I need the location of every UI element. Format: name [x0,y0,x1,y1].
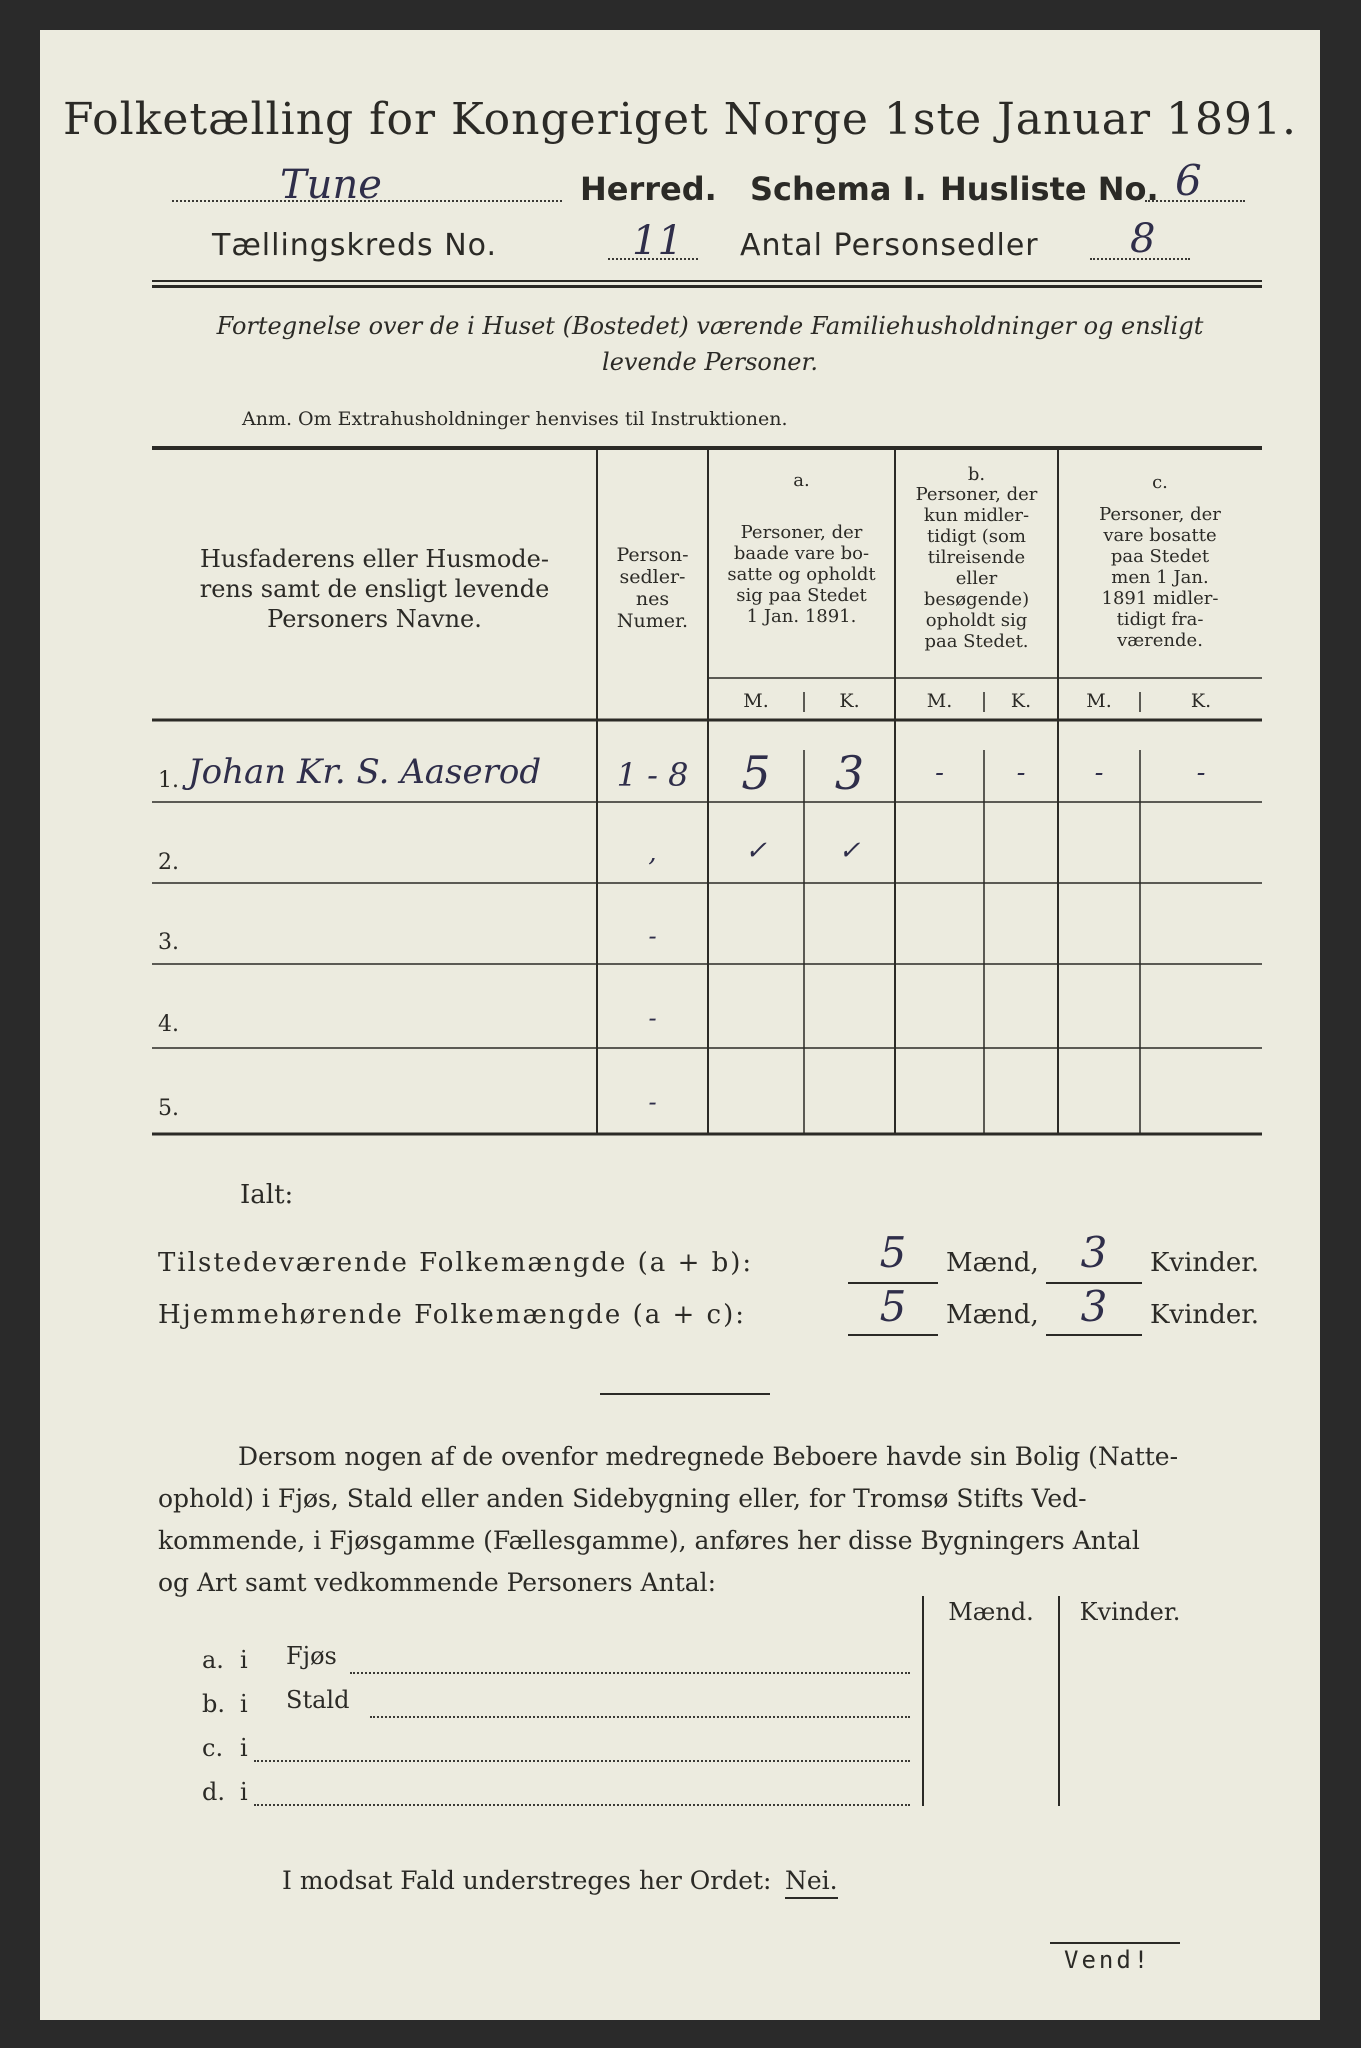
buildings-kvinder-header: Kvinder. [1079,1598,1181,1626]
row-5-person-numbers: - [648,1088,657,1116]
kreds-value: 11 [632,218,683,264]
vend-text: Vend! [1064,1946,1152,1974]
header-b-letter: b. [967,464,986,485]
header-person-number: Person- sedler- nes Numer. [616,544,689,632]
building-b-label: Stald [286,1686,350,1714]
form-title: Folketælling for Kongeriget Norge 1ste Januar 1891. [63,94,1297,145]
row-1-b-k: - [1016,758,1026,788]
building-c-prep: i [240,1734,248,1762]
building-a-prep: i [240,1646,248,1674]
hjemme-maend-label: Mænd, [946,1300,1039,1330]
buildings-paragraph: Dersom nogen af de ovenfor medregnede Beboere havde sin Bolig (Natte- ophold) i Fjøs, Stald eller anden Sidebygning eller, for Tromsø Stifts Ved- kommende, i Fjøsgamme (Fællesgamme), anføres her disse Bygningers Antal og Art samt vedkommende Personers Antal: [158,1442,1179,1597]
schema-label: Schema I. [750,170,927,208]
ialt-label: Ialt: [240,1180,294,1210]
row-3-number: 3. [158,930,179,955]
building-d-prep: i [240,1778,248,1806]
buildings-maend-header: Mænd. [948,1598,1034,1626]
building-a-letter: a. [202,1646,224,1674]
label-b-m: M. [926,690,953,712]
row-1-name: Johan Kr. S. Aaserod [188,752,542,792]
intro-line-2: levende Personer. [602,348,818,376]
hjemme-label: Hjemmehørende Folkemængde (a + c): [158,1300,746,1330]
hjemme-kvinder-value: 3 [1080,1282,1108,1331]
herred-value: Tune [280,162,382,208]
building-c-letter: c. [202,1734,224,1762]
separator-rule [600,1393,770,1395]
row-2-a-m-check: ✓ [745,836,767,866]
label-a-m: M. [743,690,769,712]
header-a-letter: a. [793,470,810,491]
tilstede-kvinder-label: Kvinder. [1150,1248,1260,1278]
census-form-sheet [40,30,1320,2020]
hjemme-kvinder-label: Kvinder. [1150,1300,1260,1330]
row-5-number: 5. [158,1096,179,1121]
row-1-a-m: 5 [741,746,771,800]
row-1-a-k: 3 [834,746,865,800]
tilstede-maend-value: 5 [879,1228,907,1277]
herred-label: Herred. [580,170,717,208]
label-c-k: K. [1190,690,1212,712]
tilstede-maend-label: Mænd, [946,1248,1039,1278]
row-4-number: 4. [158,1012,179,1037]
label-c-m: M. [1086,690,1112,712]
antal-label: Antal Personsedler [740,228,1039,263]
tilstede-kvinder-value: 3 [1080,1228,1108,1277]
husliste-value: 6 [1175,156,1202,205]
label-a-k: K. [839,690,860,712]
antal-value: 8 [1130,216,1156,262]
intro-line-1: Fortegnelse over de i Huset (Bostedet) værende Familiehusholdninger og ensligt [216,312,1204,340]
modsat-text: I modsat Fald understreges her Ordet: [282,1866,772,1895]
tilstede-label: Tilstedeværende Folkemængde (a + b): [158,1248,754,1278]
header-names: Husfaderens eller Husmode- rens samt de ensligt levende Personers Navne. [199,545,550,633]
row-1-number: 1. [158,768,179,793]
header-a: Personer, der baade vare bo- satte og opholdt sig paa Stedet 1 Jan. 1891. [727,522,876,627]
row-2-a-k-check: ✓ [838,836,861,866]
building-d-letter: d. [202,1778,225,1806]
row-3-person-numbers: - [648,922,657,950]
header-c: Personer, der vare bosatte paa Stedet men 1 Jan. 1891 midler- tidigt fra- værende. [1099,504,1221,651]
row-1-b-m: - [935,758,944,788]
building-b-letter: b. [202,1690,225,1718]
building-a-label: Fjøs [286,1642,337,1670]
kreds-label: Tællingskreds No. [212,228,497,263]
nei-word: Nei. [785,1866,838,1899]
row-4-person-numbers: - [648,1004,657,1032]
row-2-number: 2. [158,850,179,875]
row-2-person-numbers: , [648,838,657,868]
hjemme-maend-value: 5 [879,1282,907,1331]
building-b-prep: i [240,1690,248,1718]
row-1-person-numbers: 1 - 8 [616,756,689,794]
label-b-k: K. [1010,690,1032,712]
row-1-c-k: - [1196,758,1206,788]
row-1-c-m: - [1094,758,1104,788]
header-c-letter: c. [1152,472,1168,493]
husliste-label: Husliste No. [940,170,1159,208]
header-b: Personer, der kun midler- tidigt (som tilreisende eller besøgende) opholdt sig paa Stedet. [915,484,1038,652]
anm-note: Anm. Om Extrahusholdninger henvises til Instruktionen. [242,408,788,430]
